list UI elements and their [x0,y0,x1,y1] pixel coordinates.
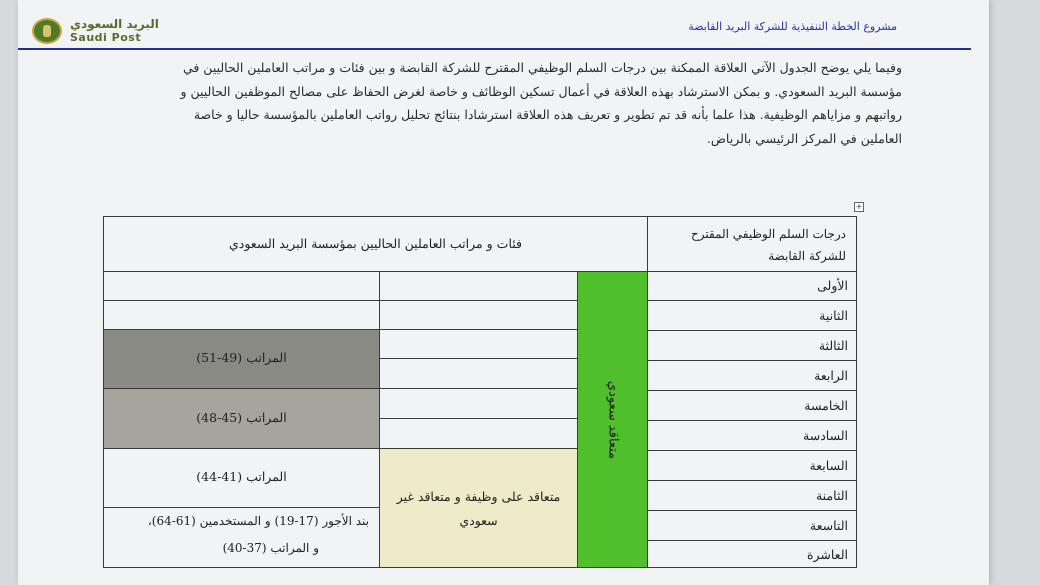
grade-row-10: العاشرة [647,541,857,568]
intro-line: العاملين في المركز الرئيسي بالرياض. [706,130,902,146]
middle-empty-cell [379,388,578,419]
logo-english-text: Saudi Post [70,31,142,44]
middle-empty-cell [379,418,578,449]
middle-empty-cell [379,271,578,301]
non-saudi-contract-text: متعاقد على وظيفة و متعاقد غير سعودي [396,489,561,528]
ranks-44-41-cell [103,448,380,508]
ranks-48-45-cell [103,388,380,449]
intro-line: رواتبهم و مزاياهم الوظيفية. هذا علما بأنه قد تم تطوير و تعريف هذه العلاقة استرشادا بنتائج تحليل رواتب العاملين بالمؤسسة حاليا و خاصة [193,107,902,122]
middle-empty-cell [379,329,578,359]
project-title: مشروع الخطة التنفيذية للشركة البريد القابضة [688,20,897,33]
ranks-44-41-text: المراتب (41-44) [196,469,287,484]
grade-row-3: الثالثة [647,331,857,361]
left-empty-cell [103,271,380,301]
non-saudi-contract-cell [379,448,578,568]
header-cell-current-ranks [103,216,648,272]
grade-row-2: الثانية [647,301,857,331]
intro-line: وفيما يلي يوضح الجدول الآتي العلاقة الممكنة بين درجات السلم الوظيفي المقترح للشركة القابضة و بين فئات و مراتب العاملين الحاليين في [182,60,902,75]
saudi-contract-text: متعاقد سعودي [605,380,620,459]
saudi-post-emblem-icon [32,18,62,44]
saudi-post-logo [32,18,182,46]
grade-mapping-table [103,216,857,568]
header-current-ranks-text: فئات و مراتب العاملين الحاليين بمؤسسة البريد السعودي [228,236,522,251]
middle-empty-cell [379,358,578,389]
grade-row-8: الثامنة [647,481,857,511]
header-cell-proposed-grades [647,216,857,272]
middle-empty-cell [379,300,578,330]
logo-arabic-text: البريد السعودي [70,17,159,31]
wages-line-2: و المراتب (37-40) [222,541,319,555]
table-move-handle[interactable]: + [855,202,863,211]
grade-row-7: السابعة [647,451,857,481]
intro-paragraph [36,56,902,150]
wages-line-1: بند الأجور (17-19) و المستخدمين (61-64)، [147,514,369,528]
grade-row-1: الأولى [647,271,857,301]
ranks-51-49-text: المراتب (49-51) [196,350,287,365]
ranks-51-49-cell [103,329,380,389]
page-header [18,0,971,50]
ranks-48-45-text: المراتب (45-48) [196,410,287,425]
wages-cell [103,507,380,568]
left-empty-cell [103,300,380,330]
header-proposed-grades-text: درجات السلم الوظيفي المقترح للشركة القابضة [690,227,846,263]
grade-row-9: التاسعة [647,511,857,541]
saudi-contract-cell [577,271,648,568]
grade-row-4: الرابعة [647,361,857,391]
grade-row-6: السادسة [647,421,857,451]
grade-row-5: الخامسة [647,391,857,421]
document-page [18,0,990,585]
intro-line: مؤسسة البريد السعودي. و بمكن الاسترشاد بهذه العلاقة في أعمال تسكين الوظائف و خاصة لغرض الحفاظ على مصالح الموظفين الحاليين و [180,83,902,99]
